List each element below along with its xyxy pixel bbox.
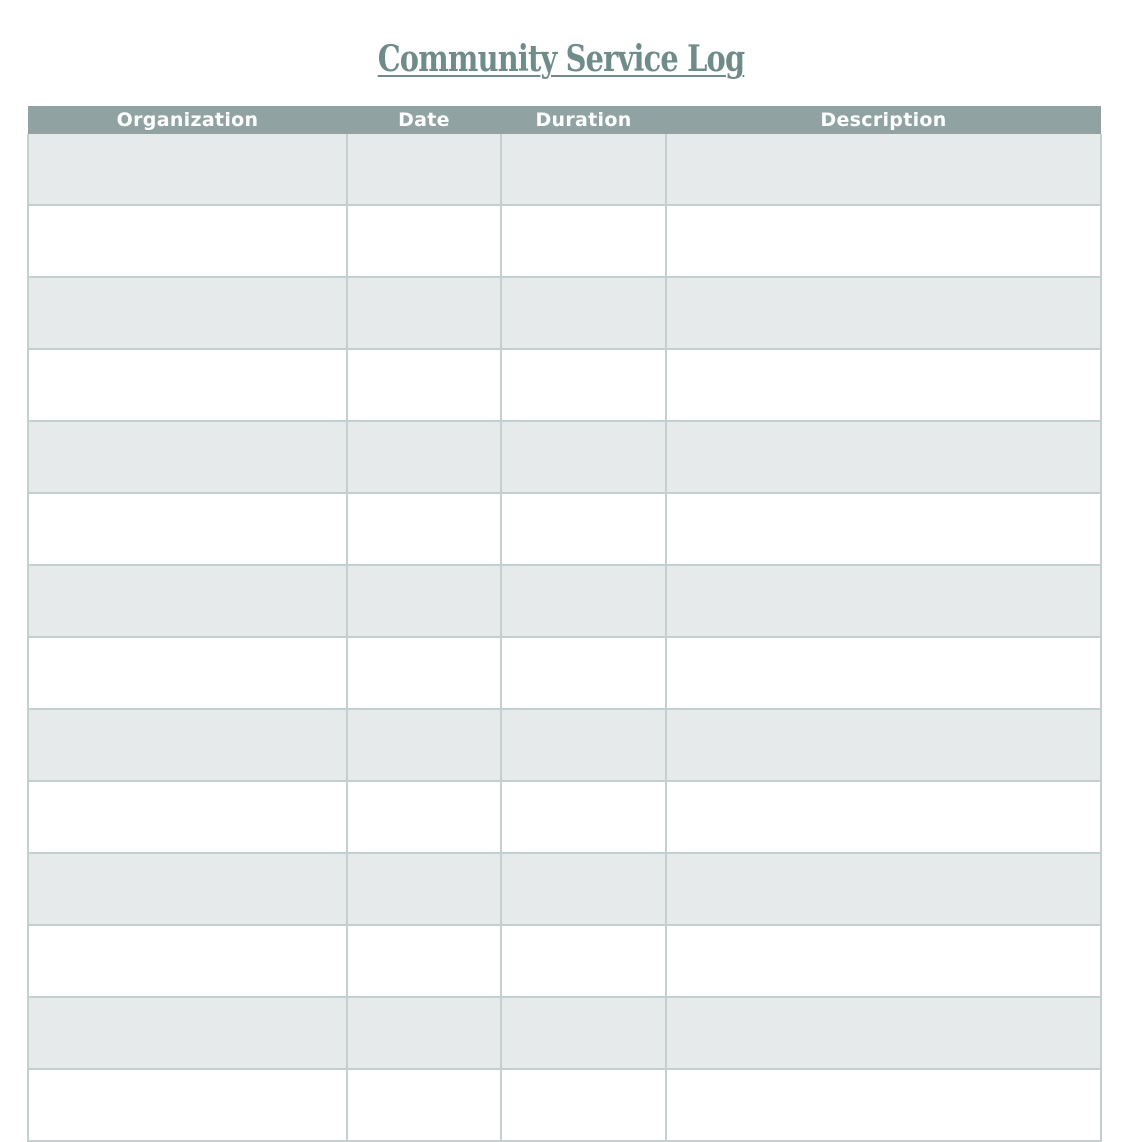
table-header-row: [28, 106, 1101, 134]
cell-date[interactable]: [347, 637, 501, 709]
cell-description[interactable]: [666, 421, 1101, 493]
cell-duration[interactable]: [501, 853, 666, 925]
cell-organization[interactable]: [28, 493, 347, 565]
cell-date[interactable]: [347, 709, 501, 781]
cell-duration[interactable]: [501, 421, 666, 493]
table-row: [28, 781, 1101, 853]
cell-duration[interactable]: [501, 781, 666, 853]
column-header-description: Description: [666, 106, 1101, 134]
cell-duration[interactable]: [501, 349, 666, 421]
cell-date[interactable]: [347, 134, 501, 205]
cell-description[interactable]: [666, 1069, 1101, 1141]
cell-description[interactable]: [666, 781, 1101, 853]
table-row: [28, 997, 1101, 1069]
cell-description[interactable]: [666, 997, 1101, 1069]
cell-organization[interactable]: [28, 205, 347, 277]
table-row: [28, 277, 1101, 349]
table-row: [28, 853, 1101, 925]
page-title: Community Service Log: [377, 38, 745, 80]
cell-organization[interactable]: [28, 925, 347, 997]
cell-duration[interactable]: [501, 493, 666, 565]
cell-organization[interactable]: [28, 421, 347, 493]
cell-date[interactable]: [347, 997, 501, 1069]
cell-description[interactable]: [666, 205, 1101, 277]
cell-organization[interactable]: [28, 637, 347, 709]
cell-organization[interactable]: [28, 709, 347, 781]
table-row: [28, 349, 1101, 421]
cell-duration[interactable]: [501, 709, 666, 781]
cell-date[interactable]: [347, 349, 501, 421]
cell-date[interactable]: [347, 493, 501, 565]
table-row: [28, 493, 1101, 565]
table-row: [28, 421, 1101, 493]
cell-duration[interactable]: [501, 1069, 666, 1141]
cell-organization[interactable]: [28, 349, 347, 421]
table-row: [28, 1069, 1101, 1141]
table-body: [28, 134, 1101, 1141]
cell-duration[interactable]: [501, 925, 666, 997]
cell-description[interactable]: [666, 277, 1101, 349]
table-row: [28, 134, 1101, 205]
cell-duration[interactable]: [501, 277, 666, 349]
cell-description[interactable]: [666, 134, 1101, 205]
table-row: [28, 565, 1101, 637]
table-row: [28, 709, 1101, 781]
cell-description[interactable]: [666, 349, 1101, 421]
cell-date[interactable]: [347, 421, 501, 493]
cell-duration[interactable]: [501, 997, 666, 1069]
cell-description[interactable]: [666, 493, 1101, 565]
cell-organization[interactable]: [28, 277, 347, 349]
cell-organization[interactable]: [28, 565, 347, 637]
cell-description[interactable]: [666, 565, 1101, 637]
cell-date[interactable]: [347, 277, 501, 349]
cell-description[interactable]: [666, 853, 1101, 925]
column-header-duration: Duration: [501, 106, 666, 134]
cell-duration[interactable]: [501, 637, 666, 709]
cell-organization[interactable]: [28, 134, 347, 205]
cell-date[interactable]: [347, 853, 501, 925]
cell-organization[interactable]: [28, 781, 347, 853]
cell-date[interactable]: [347, 565, 501, 637]
cell-date[interactable]: [347, 925, 501, 997]
cell-description[interactable]: [666, 925, 1101, 997]
cell-organization[interactable]: [28, 853, 347, 925]
table-row: [28, 925, 1101, 997]
cell-duration[interactable]: [501, 134, 666, 205]
column-header-organization: Organization: [28, 106, 347, 134]
cell-duration[interactable]: [501, 565, 666, 637]
cell-date[interactable]: [347, 205, 501, 277]
table-row: [28, 205, 1101, 277]
cell-date[interactable]: [347, 781, 501, 853]
cell-organization[interactable]: [28, 1069, 347, 1141]
cell-date[interactable]: [347, 1069, 501, 1141]
service-log-table: [27, 106, 1102, 1142]
table-row: [28, 637, 1101, 709]
cell-description[interactable]: [666, 637, 1101, 709]
cell-organization[interactable]: [28, 997, 347, 1069]
cell-description[interactable]: [666, 709, 1101, 781]
cell-duration[interactable]: [501, 205, 666, 277]
column-header-date: Date: [347, 106, 501, 134]
